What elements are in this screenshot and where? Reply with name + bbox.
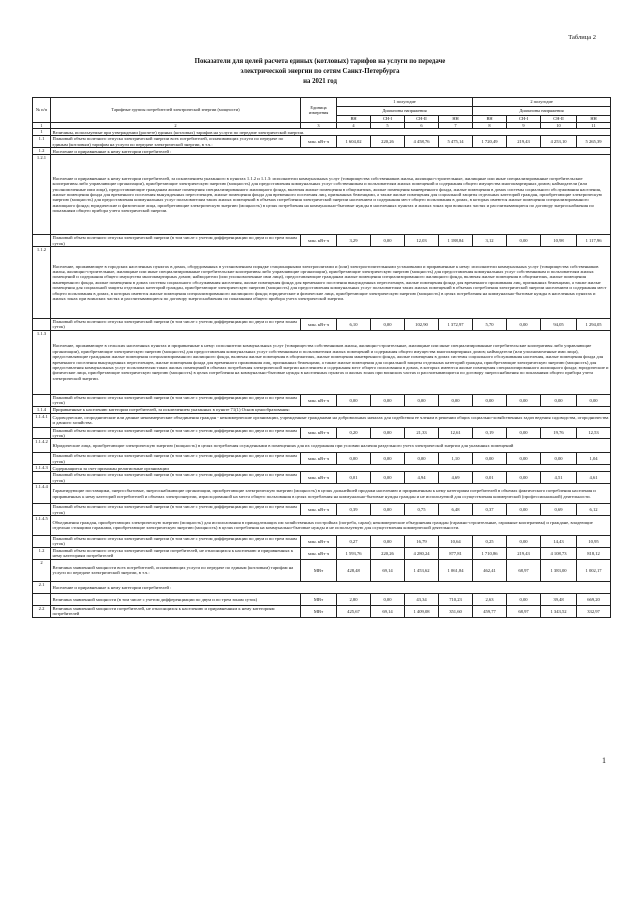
row-value: 0,00 <box>371 593 405 605</box>
row-value: 69,14 <box>371 559 405 581</box>
row-value: 1 294,05 <box>577 319 611 331</box>
row-description: Величина заявленной мощности всех потребителей, оплачивающих услуги по передаче по единым (котловым) тарифам на услуги по передаче электрической энергии, в т.ч.: <box>51 559 301 581</box>
row-value: 4 280,24 <box>405 547 439 559</box>
row-value: 0,27 <box>337 535 371 547</box>
title-line-3: на 2021 год <box>303 78 337 85</box>
row-value: 0,00 <box>371 472 405 484</box>
row-number: 1.1.2 <box>33 247 51 319</box>
header-ranges-2: Диапазоны напряжения <box>473 107 611 116</box>
row-value: 1 002,17 <box>577 559 611 581</box>
row-number: 1.2.1 <box>33 155 51 235</box>
row-value: 5,70 <box>473 319 507 331</box>
row-value: 4,69 <box>439 472 473 484</box>
row-number: 1.1.3 <box>33 330 51 394</box>
header-level: ВН <box>337 116 371 123</box>
row-description: Плановый объем полезного отпуска электрической энергии (в том числе с учетом дифференциации по двум и по трем зонам суток) <box>51 427 301 439</box>
row-unit: млн. кВт·ч <box>301 427 337 439</box>
table-row <box>33 581 611 593</box>
row-unit: млн. кВт·ч <box>301 319 337 331</box>
row-value: 0,00 <box>507 235 541 247</box>
row-value: 462,41 <box>473 559 507 581</box>
row-value: 1 604,02 <box>337 136 371 148</box>
header-unit: Единица измерения <box>301 98 337 123</box>
row-number: 1.1.4.1 <box>33 413 51 427</box>
row-description: Плановый объем полезного отпуска электрической энергии потребителей, не относящихся к населению и приравненных к нему категориям потребителей <box>51 547 301 559</box>
page-mark: 1 <box>602 756 606 765</box>
row-value: 6,10 <box>337 319 371 331</box>
row-value: 0,00 <box>507 593 541 605</box>
row-value: 4 458,76 <box>405 136 439 148</box>
table-row <box>33 593 611 605</box>
row-value: 0,69 <box>541 504 577 516</box>
table-row <box>33 453 611 465</box>
row-number <box>33 394 51 406</box>
row-value: 4 253,10 <box>541 136 577 148</box>
header-colnum: 2 <box>51 123 301 129</box>
row-value: 0,00 <box>507 394 541 406</box>
header-level: ВН <box>473 116 507 123</box>
row-value: 3,29 <box>337 235 371 247</box>
row-value: 459,77 <box>473 605 507 617</box>
row-unit: млн. кВт·ч <box>301 235 337 247</box>
row-unit: МВт <box>301 605 337 617</box>
row-description: Плановый объем полезного отпуска электрической энергии (в том числе с учетом дифференциации по двум и по трем зонам суток) <box>51 319 301 331</box>
row-number <box>33 427 51 439</box>
row-value: 0,00 <box>371 319 405 331</box>
row-number <box>33 472 51 484</box>
table-row <box>33 413 611 427</box>
row-description: Величина заявленной мощности потребителей, не относящихся к населению и приравненным к нему категориям потребителей <box>51 605 301 617</box>
table-row <box>33 427 611 439</box>
row-value: 2,80 <box>337 593 371 605</box>
table-row <box>33 559 611 581</box>
row-description: Население, проживающее в сельских населенных пунктах и приравненные к нему: исполнители коммунальных услуг (товарищества собственников жилья, жилищно-строительные, жилищные или иные специализированные потребительские кооперативы либо управляющие организации), приобретающие электрическую энергию (мощность) для предоставления коммунальных услуг собственникам и пользователям жилых помещений и содержания общего имущества многоквартирных домов; наймодатели (или уполномоченные ими лица), предоставляющие гражданам жилые помещения специализированного жилищного фонда, включая жилые помещения в общежитиях, жилые помещения маневренного фонда, жилые помещения в домах системы социального обслуживания населения, жилые помещения фонда для временного поселения вынужденных переселенцев, жилые помещения фонда для временного проживания лиц, признанных беженцами, а также жилые помещения для социальной защиты отдельных категорий граждан, приобретающие электрическую энергию (мощность) для предоставления коммунальных услуг пользователям таких жилых помещений в объемах потребления электрической энергии населением и содержания мест общего пользования в домах, в которых имеются жилые помещения специализированного жилищного фонда; юридические и физические лица, приобретающие электрическую энергию (мощность) в целях потребления на коммунально-бытовые нужды в населенных пунктах и жилых зонах при воинских частях и рассчитывающиеся по договору энергоснабжения по показаниям общего прибора учета электрической энергии. <box>51 330 611 394</box>
table-row <box>33 394 611 406</box>
table-row <box>33 605 611 617</box>
row-value: 0,01 <box>337 472 371 484</box>
header-colnum: 1 <box>33 123 51 129</box>
row-value: 102,90 <box>405 319 439 331</box>
row-description: Население, проживающее в городских населенных пунктах в домах, оборудованных в установленном порядке стационарными электроплитами и (или) электроотопительными установками и приравненные к нему: исполнители коммунальных услуг (товарищества собственников жилья, жилищно-строительные, жилищные или иные специализированные потребительские кооперативы либо управляющие организации), приобретающие электрическую энергию (мощность) для предоставления коммунальных услуг собственникам и пользователям жилых помещений и содержания общего имущества многоквартирных домов; наймодатели (или уполномоченные ими лица), предоставляющие гражданам жилые помещения специализированного жилищного фонда, включая жилые помещения в общежитиях, жилые помещения маневренного фонда, жилые помещения в домах системы социального обслуживания населения, жилые помещения фонда для временного поселения вынужденных переселенцев, жилые помещения фонда для временного проживания лиц, признанных беженцами, а также жилые помещения для социальной защиты отдельных категорий граждан, приобретающие электрическую энергию (мощность) для предоставления коммунальных услуг пользователям таких жилых помещений в объемах потребления электрической энергии населением и содержания мест общего пользования в домах, в которых имеются жилые помещения специализированного жилищного фонда; юридические и физические лица, приобретающие электрическую энергию (мощность) в целях потребления на коммунально-бытовые нужды в населенных пунктах и жилых зонах при воинских частях и рассчитывающиеся по договору энергоснабжения по показаниям общего прибора учета электрической энергии. <box>51 247 611 319</box>
row-value: 6,12 <box>577 504 611 516</box>
row-number: 1.2 <box>33 148 51 155</box>
row-value: 0,00 <box>577 394 611 406</box>
row-value: 1 383,00 <box>541 559 577 581</box>
row-value: 12,53 <box>577 427 611 439</box>
row-value: 669,20 <box>577 593 611 605</box>
header-level: СН-II <box>405 116 439 123</box>
table-row <box>33 504 611 516</box>
title-line-2: электрической энергии по сетям Санкт-Петербурга <box>240 68 400 75</box>
row-value: 332,97 <box>577 605 611 617</box>
row-description: Содержащиеся за счет прихожан религиозные организации <box>51 465 611 472</box>
header-colnum: 6 <box>405 123 439 129</box>
row-number: 2.1 <box>33 581 51 593</box>
header-level: НН <box>577 116 611 123</box>
row-value: 1 117,96 <box>577 235 611 247</box>
row-value: 12,03 <box>405 235 439 247</box>
row-value: 0,19 <box>473 427 507 439</box>
row-value: 0,00 <box>405 453 439 465</box>
row-value: 351,60 <box>439 605 473 617</box>
row-unit: МВт <box>301 593 337 605</box>
row-unit: млн. кВт·ч <box>301 504 337 516</box>
row-value: 39,48 <box>541 593 577 605</box>
row-number: 1.2 <box>33 547 51 559</box>
row-value: 0,00 <box>473 453 507 465</box>
row-value: 1 372,97 <box>439 319 473 331</box>
row-value: 14,43 <box>541 535 577 547</box>
row-value: 5 475,14 <box>439 136 473 148</box>
row-value: 0,00 <box>405 394 439 406</box>
header-colnum: 8 <box>473 123 507 129</box>
table-row <box>33 155 611 235</box>
row-description: Плановый объем полезного отпуска электрической энергии (в том числе с учетом дифференциации по двум и по трем зонам суток) <box>51 453 301 465</box>
row-value: 0,00 <box>507 427 541 439</box>
row-number: 2 <box>33 559 51 581</box>
header-colnum: 10 <box>541 123 577 129</box>
header-colnum: 4 <box>337 123 371 129</box>
row-value: 1 188,84 <box>439 235 473 247</box>
table-row <box>33 148 611 155</box>
row-value: 0,00 <box>337 394 371 406</box>
header-half-1: 1 полугодие <box>337 98 473 107</box>
row-value: 16,79 <box>405 535 439 547</box>
row-value: 3,12 <box>473 235 507 247</box>
table-row <box>33 465 611 472</box>
row-value: 220,26 <box>371 136 405 148</box>
row-unit: млн. кВт·ч <box>301 547 337 559</box>
row-value: 0,00 <box>507 472 541 484</box>
table-row <box>33 484 611 504</box>
row-value: 6,48 <box>439 504 473 516</box>
header-half-2: 2 полугодие <box>473 98 611 107</box>
table-row <box>33 535 611 547</box>
row-value: 1 453,62 <box>405 559 439 581</box>
table-label: Таблица 2 <box>568 34 596 41</box>
row-unit: млн. кВт·ч <box>301 136 337 148</box>
row-value: 1 710,86 <box>473 547 507 559</box>
row-value: 0,00 <box>337 453 371 465</box>
row-value: 710,23 <box>439 593 473 605</box>
row-description: Садоводческие, огороднические или дачные некоммерческие объединения граждан - некоммерческие организации, учрежденные гражданами на добровольных началах для содействия ее членам в решении общих социально-хозяйственных задач ведения садоводства, огородничества и дачного хозяйства. <box>51 413 611 427</box>
table-row <box>33 247 611 319</box>
row-description: Население и приравненные к нему категории потребителей : <box>51 581 611 593</box>
row-description: Население и приравненные к нему категории потребителей : <box>51 148 611 155</box>
row-value: 0,39 <box>337 504 371 516</box>
row-unit: млн. кВт·ч <box>301 394 337 406</box>
document-title <box>120 57 520 87</box>
table-row <box>33 406 611 413</box>
header-level: СН-II <box>541 116 577 123</box>
row-value: 0,00 <box>371 427 405 439</box>
row-value: 69,14 <box>371 605 405 617</box>
row-value: 425,67 <box>337 605 371 617</box>
row-number <box>33 453 51 465</box>
header-colnum: 7 <box>439 123 473 129</box>
table-row <box>33 129 611 136</box>
row-value: 219,43 <box>507 136 541 148</box>
table-row <box>33 472 611 484</box>
row-value: 10,95 <box>577 535 611 547</box>
table-row <box>33 136 611 148</box>
row-number: 1.1 <box>33 136 51 148</box>
row-value: 1 409,08 <box>405 605 439 617</box>
row-value: 0,00 <box>371 453 405 465</box>
row-value: 10,64 <box>439 535 473 547</box>
table-row <box>33 235 611 247</box>
row-value: 21,33 <box>405 427 439 439</box>
row-value: 0,25 <box>473 535 507 547</box>
row-description: Плановый объем полезного отпуска электрической энергии (в том числе с учетом дифференциации по двум и по трем зонам суток) <box>51 235 301 247</box>
row-value: 0,00 <box>371 504 405 516</box>
title-line-1: Показатели для целей расчета единых (котловых) тарифов на услуги по передаче <box>194 58 446 65</box>
header-level: НН <box>439 116 473 123</box>
row-number <box>33 535 51 547</box>
header-colnum: 11 <box>577 123 611 129</box>
row-value: 0,00 <box>507 319 541 331</box>
row-number: 1.1.4 <box>33 406 51 413</box>
row-description: Плановый объем полезного отпуска электрической энергии (в том числе с учетом дифференциации по двум и по трем зонам суток) <box>51 535 301 547</box>
table-row <box>33 330 611 394</box>
header-level: СН-I <box>507 116 541 123</box>
row-value: 68,97 <box>507 605 541 617</box>
row-value: 0,00 <box>473 394 507 406</box>
table-row <box>33 439 611 453</box>
row-value: 1 061,84 <box>439 559 473 581</box>
row-value: 0,00 <box>541 453 577 465</box>
row-value: 94,05 <box>541 319 577 331</box>
row-value: 0,00 <box>507 504 541 516</box>
row-value: 0,00 <box>371 535 405 547</box>
row-value: 4,61 <box>577 472 611 484</box>
row-value: 0,20 <box>337 427 371 439</box>
row-number: 1 <box>33 129 51 136</box>
row-value: 0,00 <box>371 235 405 247</box>
row-value: 219,43 <box>507 547 541 559</box>
row-number: 1.1.4.2 <box>33 439 51 453</box>
row-value: 4,51 <box>541 472 577 484</box>
row-value: 1,10 <box>439 453 473 465</box>
row-value: 1 593,76 <box>337 547 371 559</box>
row-value: 43,34 <box>405 593 439 605</box>
row-number: 1.1.4.4 <box>33 484 51 504</box>
row-value: 10,98 <box>541 235 577 247</box>
row-description: Юридические лица, приобретающие электрическую энергию (мощность) в целях потребления осужденными в помещениях для их содержания при условии наличия раздельного учета электрической энергии для указанных помещений <box>51 439 611 453</box>
header-group: Тарифные группы потребителей электрической энергии (мощности) <box>51 98 301 123</box>
row-value: 5 265,39 <box>577 136 611 148</box>
row-value: 2,63 <box>473 593 507 605</box>
row-number <box>33 319 51 331</box>
header-num: № п/п <box>33 98 51 123</box>
row-value: 0,01 <box>473 472 507 484</box>
table-row <box>33 547 611 559</box>
header-level: СН-I <box>371 116 405 123</box>
row-value: 1,04 <box>577 453 611 465</box>
row-description: Гарантирующие поставщики, энергосбытовые, энергоснабжающие организации, приобретающие электрическую энергию (мощность) в целях дальнейшей продажи населению и приравненным к нему категориям потребителей в объемах фактического потребления населения и приравненных к нему категорий потребителей и объемах электроэнергии, израсходованной на места общего пользования в целях потребления на коммунально-бытовые нужды граждан и не используемой для осуществления коммерческой (профессиональной) деятельности. <box>51 484 611 504</box>
row-unit: млн. кВт·ч <box>301 535 337 547</box>
table-row <box>33 319 611 331</box>
row-description: Величина заявленной мощности (в том числе с учетом дифференциации по двум и по трем зонам суток) <box>51 593 301 605</box>
row-number <box>33 235 51 247</box>
tariff-table <box>32 97 611 618</box>
header-colnum: 9 <box>507 123 541 129</box>
row-value: 0,00 <box>541 394 577 406</box>
row-number <box>33 504 51 516</box>
row-description: Население и приравненные к нему категории потребителей, за исключением указанного в пунктах 1.1.2 и 1.1.3: исполнители коммунальных услуг (товарищества собственников жилья, жилищно-строительные, жилищные или иные специализированные потребительские кооперативы либо управляющие организации), приобретающие электрическую энергию (мощность) для предоставления коммунальных услуг собственникам и пользователям жилых помещений и содержания общего имущества многоквартирных домов; наймодатели (или уполномоченные ими лица), предоставляющие гражданам жилые помещения специализированного жилищного фонда, включая жилые помещения в общежитиях, жилые помещения маневренного фонда, жилые помещения в домах системы социального обслуживания населения, жилые помещения фонда для временного поселения вынужденных переселенцев, жилые помещения фонда для временного поселения лиц, признанных беженцами, а также жилые помещения для социальной защиты отдельных категорий граждан, приобретающие электрическую энергию (мощность) для предоставления коммунальных услуг пользователям таких жилых помещений в объемах потребления электрической энергии населением и содержания мест общего пользования в домах, в которых имеются жилые помещения специализированного жилищного фонда; юридические и физические лица, приобретающие электрическую энергию (мощность) в целях потребления на коммунально-бытовые нужды в населенных пунктах и жилых зонах при воинских частях и рассчитывающиеся по договору энергоснабжения по показаниям общего прибора учета электрической энергии. <box>51 155 611 235</box>
row-number <box>33 593 51 605</box>
row-value: 0,37 <box>473 504 507 516</box>
row-description: Величины, используемые при утверждении (расчете) единых (котловых) тарифов на услуги по передаче электрической энергии. <box>51 129 611 136</box>
row-value: 4 108,73 <box>541 547 577 559</box>
row-value: 4,94 <box>405 472 439 484</box>
header-ranges-1: Диапазоны напряжения <box>337 107 473 116</box>
row-value: 428,48 <box>337 559 371 581</box>
table-row <box>33 515 611 535</box>
row-value: 12,61 <box>439 427 473 439</box>
row-unit: млн. кВт·ч <box>301 472 337 484</box>
row-description: Приравненные к населению категории потребителей, за исключением указанных в пункте 71(1) Основ ценообразования: <box>51 406 611 413</box>
row-description: Плановый объем полезного отпуска электрической энергии всех потребителей, оплачивающих услуги по передаче по единым (котловым) тарифам на услуги по передаче электрической энергии, в т.ч.: <box>51 136 301 148</box>
row-description: Плановый объем полезного отпуска электрической энергии (в том числе с учетом дифференциации по двум и по трем зонам суток) <box>51 472 301 484</box>
row-value: 0,00 <box>507 535 541 547</box>
row-value: 68,97 <box>507 559 541 581</box>
row-value: 1 720,49 <box>473 136 507 148</box>
header-colnum: 3 <box>301 123 337 129</box>
header-colnum: 5 <box>371 123 405 129</box>
row-value: 220,26 <box>371 547 405 559</box>
row-value: 0,00 <box>439 394 473 406</box>
row-unit: МВт <box>301 559 337 581</box>
row-value: 1 343,52 <box>541 605 577 617</box>
row-description: Объединения граждан, приобретающих электрическую энергию (мощность) для использования в принадлежащих им хозяйственных постройках (погреба, сараи); некоммерческие объединения граждан (гаражно-строительные, гаражные кооперативы) и граждане, владеющие отдельно стоящими гаражами, приобретающие электрическую энергию (мощность) в целях потребления на коммунально-бытовые нужды и не используемую для осуществления коммерческой деятельности. <box>51 515 611 535</box>
row-value: 0,00 <box>507 453 541 465</box>
row-number: 1.1.4.3 <box>33 465 51 472</box>
row-value: 0,75 <box>405 504 439 516</box>
row-value: 19,76 <box>541 427 577 439</box>
row-value: 0,00 <box>371 394 405 406</box>
row-number: 1.1.4.5 <box>33 515 51 535</box>
row-description: Плановый объем полезного отпуска электрической энергии (в том числе с учетом дифференциации по двум и по трем зонам суток) <box>51 394 301 406</box>
row-value: 877,81 <box>439 547 473 559</box>
row-value: 818,12 <box>577 547 611 559</box>
row-number: 2.2 <box>33 605 51 617</box>
row-description: Плановый объем полезного отпуска электрической энергии (в том числе с учетом дифференциации по двум и по трем зонам суток) <box>51 504 301 516</box>
row-unit: млн. кВт·ч <box>301 453 337 465</box>
